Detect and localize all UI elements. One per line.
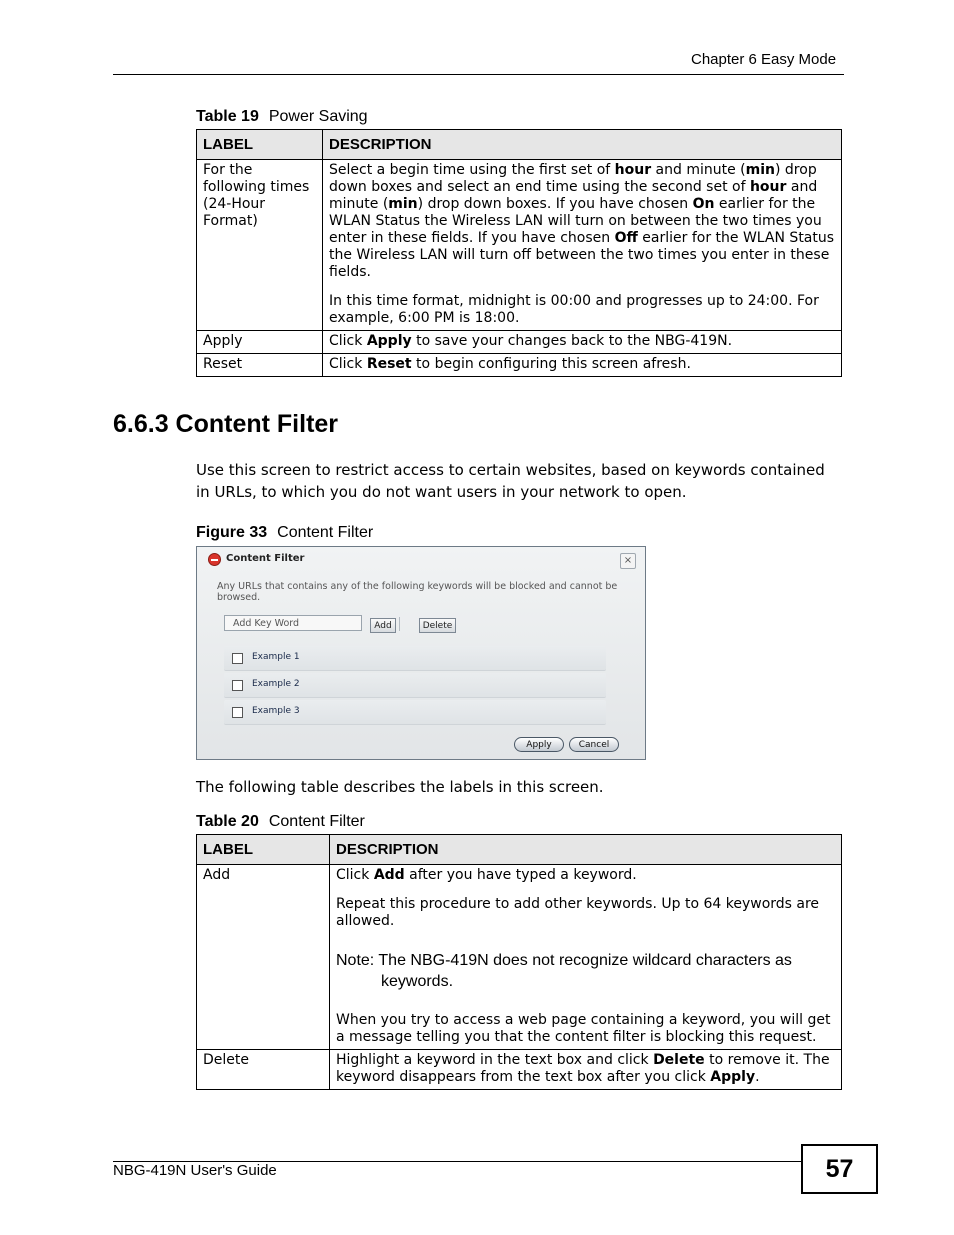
chapter-header: Chapter 6 Easy Mode [691,51,837,68]
table-row [197,1050,842,1090]
table20-add-para1: Click Add after you have typed a keyword. [336,867,637,883]
table20-delete-desc: Highlight a keyword in the text box and click Delete to remove it. The keyword disappears from the text box after you click Apply. [330,1050,842,1090]
keyword-label: Example 1 [252,652,300,662]
header-rule [113,74,844,75]
add-button[interactable]: Add [370,618,396,633]
section-title: 6.6.3 Content Filter [113,410,339,438]
table-row [197,865,842,1050]
table-row [197,354,842,377]
figure33-caption [196,524,373,542]
table20-caption-title: Content Filter [268,813,365,830]
delete-button[interactable]: Delete [419,618,456,633]
cancel-button[interactable]: Cancel [569,737,619,752]
table-row [197,331,842,354]
checkbox[interactable] [232,653,243,664]
keyword-row[interactable] [224,646,606,671]
button-separator [399,617,400,631]
checkbox[interactable] [232,707,243,718]
table19-caption-label: Table 19 [196,108,259,125]
section-intro: Use this screen to restrict access to certain websites, based on keywords contained in URLs, to which you do not want users in your network to open. [196,461,825,501]
filter-logo-icon [208,553,221,566]
window-title: Content Filter [226,553,305,564]
table19-col-description: DESCRIPTION [323,130,842,160]
table-content-filter [196,834,842,1090]
keyword-row[interactable] [224,700,606,725]
table19-row0-para1: Select a begin time using the first set of hour and minute (min) drop down boxes and select an end time using the second set of hour and minute (min) drop down boxes. If you have chosen On earlier for the WLAN Status the Wireless LAN will turn on between the two times you enter in these fields. If you have chosen Off earlier for the WLAN Status the Wireless LAN will turn off between the two times you enter in these fields. [329,162,835,280]
table19-row1-label: Apply [197,331,323,354]
keyword-label: Example 3 [252,706,300,716]
table20-delete-label: Delete [197,1050,330,1090]
table-power-saving [196,129,842,377]
table19-caption [196,108,368,126]
filter-description: Any URLs that contains any of the following keywords will be blocked and cannot be browsed. [217,581,618,603]
keyword-input[interactable]: Add Key Word [224,615,362,631]
table19-row0-label: For the following times (24-Hour Format) [197,160,323,331]
table19-col-label: LABEL [197,130,323,160]
table20-col-description: DESCRIPTION [330,835,842,865]
table19-row2-label: Reset [197,354,323,377]
keyword-label: Example 2 [252,679,300,689]
table19-caption-title: Power Saving [268,108,368,125]
apply-button[interactable]: Apply [514,737,564,752]
table-row [197,160,842,331]
table20-add-label: Add [197,865,330,1050]
figure33-caption-title: Content Filter [277,524,374,541]
figure33-caption-label: Figure 33 [196,524,268,541]
table20-caption [196,813,365,831]
table20-add-para3: When you try to access a web page containing a keyword, you will get a message telling you that the content filter is blocking this request. [336,1012,831,1045]
footer-guide: NBG-419N User's Guide [113,1162,277,1179]
table20-add-para2: Repeat this procedure to add other keywords. Up to 64 keywords are allowed. [336,896,820,929]
table19-row2-desc: Click Reset to begin configuring this screen afresh. [323,354,842,377]
content-filter-window [196,546,646,760]
table19-row0-desc [323,160,842,331]
table20-col-label: LABEL [197,835,330,865]
table19-row1-desc: Click Apply to save your changes back to the NBG-419N. [323,331,842,354]
table20-caption-label: Table 20 [196,813,259,830]
page-number: 57 [801,1144,878,1194]
checkbox[interactable] [232,680,243,691]
table20-add-note: Note: The NBG-419N does not recognize wildcard characters as keywords. [336,952,792,990]
following-text: The following table describes the labels in this screen. [196,778,604,796]
close-icon[interactable]: × [620,553,636,569]
table19-row0-para2: In this time format, midnight is 00:00 and progresses up to 24:00. For example, 6:00 PM is 18:00. [329,293,819,326]
keyword-row[interactable] [224,673,606,698]
table20-add-desc [330,865,842,1050]
